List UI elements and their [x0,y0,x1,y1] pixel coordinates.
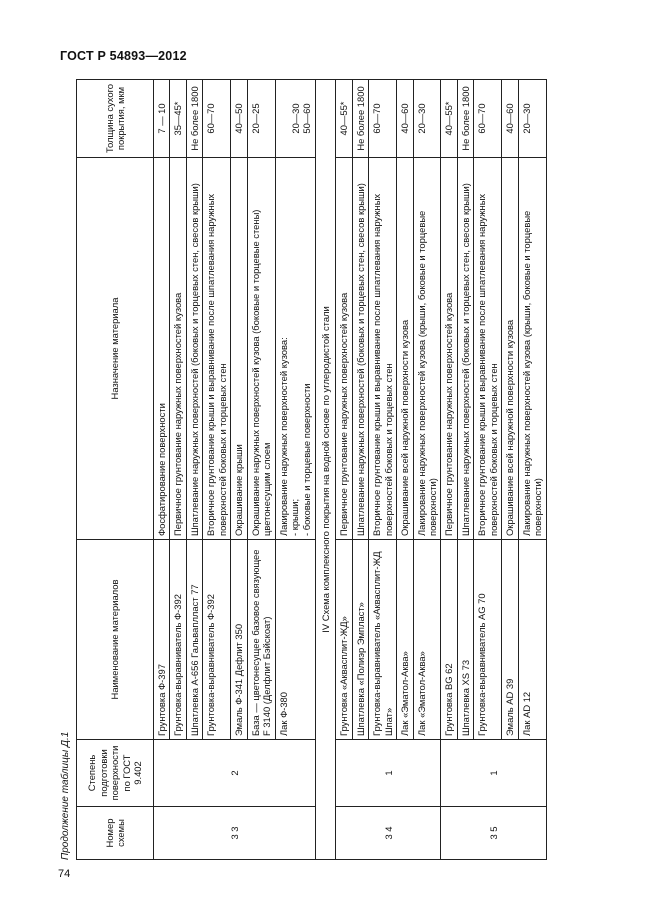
thickness-cell: Не более 1800 [186,80,202,158]
thickness-cell: 60—70 [369,80,397,158]
thickness-cell: 60—70 [203,80,231,158]
header-surface-grade: Степень подготовки поверхности по ГОСТ 9.402 [77,740,154,807]
purpose-cell: Вторичное грунтование крыши и выравнивание после шпатлевания наружных поверхностей боковых и торцевых стен [203,158,231,540]
section-title: IV Схема комплексного покрытия на водной основе по углеродистой стали [315,80,335,860]
rotated-table-area [58,80,593,860]
material-cell: Лак «Эматол-Аква» [413,540,441,740]
material-cell: Лак Ф-380 [275,540,315,740]
material-cell: Грунтовка «Аквасплит-ЖД» [336,540,352,740]
material-cell: Шпатлевка «Полиэр Эмпласт» [352,540,368,740]
lacquer-walls: - боковые и торцевые поверхности [300,383,312,536]
thickness-cell: 40—60 [502,80,518,158]
thickness-cell: 20—30 [518,80,546,158]
thickness-cell: 35—45* [170,80,186,158]
material-cell: Грунтовка-выравниватель «Аквасплит-ЖД Шпат» [369,540,397,740]
purpose-cell: Окрашивание наружных поверхностей кузова (боковые и торцевые стены) цветонесущим слоем [247,158,275,540]
material-cell: Грунтовка Ф-397 [154,540,170,740]
surface-grade-cell: 2 [154,740,316,807]
header-material-purpose: Назначение материала [77,158,154,540]
thickness-cell: 7 — 10 [154,80,170,158]
material-cell: Лак AD 12 [518,540,546,740]
purpose-cell: Вторичное грунтование крыши и выравнивание после шпатлевания наружных поверхностей боковых и торцевых стен [474,158,502,540]
table-header-row [77,80,154,860]
material-cell: Грунтовка-выравниватель Ф-392 [170,540,186,740]
purpose-cell: Фосфатирование поверхности [154,158,170,540]
purpose-cell: Вторичное грунтование крыши и выравнивание после шпатлевания наружных поверхностей боковых и торцевых стен [369,158,397,540]
purpose-cell: Первичное грунтование наружных поверхностей кузова [336,158,352,540]
purpose-cell: Шпатлевание наружных поверхностей (боковых и торцевых стен, свесов крыши) [352,158,368,540]
surface-grade-cell: 1 [441,740,546,807]
purpose-cell: Окрашивание всей наружной поверхности кузова [502,158,518,540]
thickness-cell: Не более 1800 [457,80,473,158]
purpose-cell: Шпатлевание наружных поверхностей (боковых и торцевых стен, свесов крыши) [457,158,473,540]
table-row [154,80,170,860]
thickness-cell: 20—30 [413,80,441,158]
purpose-cell [275,158,315,540]
thickness-cell: 40—55* [441,80,457,158]
purpose-cell: Шпатлевание наружных поверхностей (боковых и торцевых стен, свесов крыши) [186,158,202,540]
thickness-cell: 20—25 [247,80,275,158]
material-cell: Эмаль AD 39 [502,540,518,740]
header-scheme-number: Номер схемы [77,807,154,860]
material-cell: Грунтовка BG 62 [441,540,457,740]
thickness-cell: 40—55* [336,80,352,158]
table-caption: Продолжение таблицы Д.1 [60,731,71,860]
thickness-cell: 40—50 [231,80,247,158]
lacquer-roof: - крыши; [289,498,301,536]
material-cell: База — цветонесущее базовое связующее F 3140 (Делфлит Бэйскоат) [247,540,275,740]
lacquer-intro: Лакирование наружных поверхностей кузова: [277,337,289,536]
scheme-number-cell: 3 4 [336,807,441,860]
thickness-cell [275,80,315,158]
scheme-number-cell: 3 3 [154,807,316,860]
purpose-cell: Лакирование наружных поверхностей кузова (крыши, боковые и торцевые поверхности) [413,158,441,540]
table-section-row [315,80,335,860]
thickness-cell: 60—70 [474,80,502,158]
lacquer-roof-thickness: 20—30 [289,103,301,134]
material-cell: Шпатлевка А-656 Гальваплласт 77 [186,540,202,740]
purpose-cell: Окрашивание всей наружной поверхности кузова [397,158,413,540]
surface-grade-cell: 1 [336,740,441,807]
table-row [336,80,352,860]
material-cell: Грунтовка-выравниватель AG 70 [474,540,502,740]
purpose-cell: Первичное грунтование наружных поверхностей кузова [170,158,186,540]
purpose-cell: Лакирование наружных поверхностей кузова (крыши, боковые и торцевые поверхности) [518,158,546,540]
material-cell: Лак «Эматол-Аква» [397,540,413,740]
page-number: 74 [58,868,71,880]
header-material-name: Наименование материалов [77,540,154,740]
header-coating-thickness: Толщина сухого покрытия, мкм [77,80,154,158]
purpose-cell: Первичное грунтование наружных поверхностей кузова [441,158,457,540]
thickness-cell: 40—60 [397,80,413,158]
document-title: ГОСТ Р 54893—2012 [60,49,187,63]
material-cell: Грунтовка-выравниватель Ф-392 [203,540,231,740]
lacquer-walls-thickness: 50—60 [301,103,313,134]
thickness-cell: Не более 1800 [352,80,368,158]
material-cell: Эмаль Ф-341 Дефлит 350 [231,540,247,740]
coating-schemes-table [76,79,547,860]
purpose-cell: Окрашивание крыши [231,158,247,540]
material-cell: Шпатлевка XS 73 [457,540,473,740]
scheme-number-cell: 3 5 [441,807,546,860]
table-row [441,80,457,860]
